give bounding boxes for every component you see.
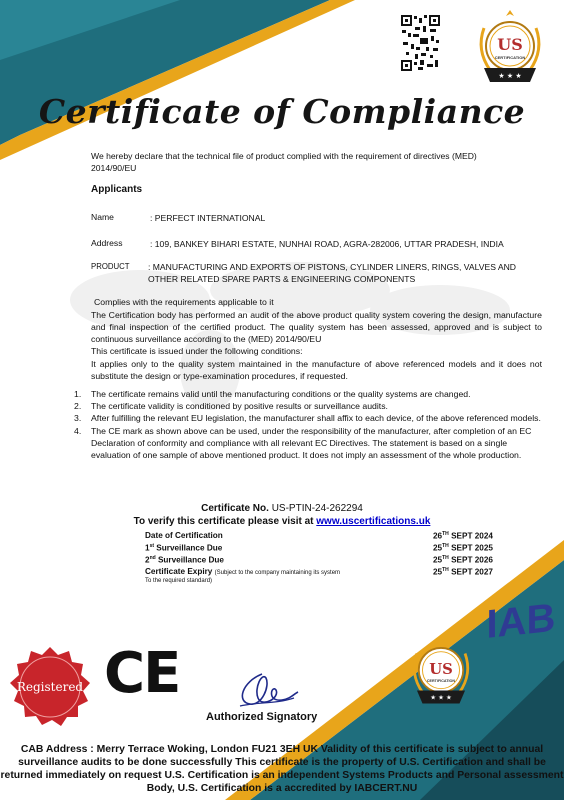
verify-link[interactable]: www.uscertifications.uk <box>316 516 431 527</box>
iab-logo-text: IAB <box>486 595 556 647</box>
applicants-heading: Applicants <box>91 184 143 195</box>
verify-text: To verify this certificate please visit at <box>133 516 314 527</box>
intro-declaration: We hereby declare that the technical file of product complied with the requirement of directives (MED) 2014/90/EU <box>91 151 477 173</box>
name-label: Name <box>91 212 114 222</box>
seal-us-text: US <box>497 35 523 54</box>
iab-logo <box>486 588 556 648</box>
name-value: : PERFECT INTERNATIONAL <box>150 213 266 223</box>
certificate-expiry-label: Certificate Expiry (Subject to the company maintaining its system <box>145 567 341 576</box>
conditions-list <box>74 388 542 461</box>
product-value: : MANUFACTURING AND EXPORTS OF PISTONS, CYLINDER LINERS, RINGS, VALVES AND OTHER RELATED SPARE PARTS & ENGINEERING COMPONENTS <box>148 262 517 284</box>
list-item-text: The CE mark as shown above can be used, under the responsibility of the manufacturer, after completion of an EC Declaration of conformity and compliance with all relevant EC Directives. The statement is based on a single evaluation of one sample of above mentioned product. It does not imply an assessment of the whole production. <box>91 425 532 461</box>
list-item-text: The certificate validity is conditioned by positive results or surveillance audits. <box>91 401 388 412</box>
qr-code <box>400 14 441 72</box>
list-item-text: The certificate remains valid until the manufacturing conditions or the quality systems are changed. <box>91 389 471 399</box>
certificate-title: Certificate of Compliance <box>38 92 526 131</box>
ce-mark: CE <box>104 641 180 706</box>
seal-stars: ★ ★ ★ <box>430 693 452 702</box>
date-of-certification-label: Date of Certification <box>145 531 223 540</box>
conditions-heading: This certificate is issued under the following conditions: <box>91 346 303 356</box>
registered-stamp-text: Registered <box>16 680 84 694</box>
seal-us-text: US <box>429 660 453 678</box>
second-surveillance-label: 2nd Surveillance Due <box>145 555 224 565</box>
certificate-number-value: US-PTIN-24-262294 <box>271 503 363 514</box>
verify-line <box>0 516 564 527</box>
audit-paragraph: The Certification body has performed an audit of the above product quality system covering the design, manufacture and final inspection of the certified product. The quality system has been assessed, approved and is subject to continuous surveillance according to the (MED) 2014/90/EU <box>91 310 542 345</box>
complies-heading: Complies with the requirements applicable to it <box>94 297 274 307</box>
seal-certification-text: CERTIFICATION <box>426 679 456 684</box>
list-item <box>74 425 542 462</box>
list-item-number: 3. <box>74 413 82 424</box>
authorized-signatory: Authorized Signatory <box>206 711 318 723</box>
registered-stamp <box>8 645 92 729</box>
conditions-intro: It applies only to the quality system maintained in the manufacture of above referenced models and it does not substitute the design or type-examination procedures, if requested. <box>91 359 542 382</box>
list-item-number: 4. <box>74 425 82 436</box>
first-surveillance-label: 1st Surveillance Due <box>145 543 223 553</box>
list-item <box>74 400 542 412</box>
certificate-expiry-note: To the required standard) <box>145 578 213 584</box>
list-item-number: 2. <box>74 401 82 412</box>
address-label: Address <box>91 238 123 248</box>
list-item <box>74 412 542 424</box>
cab-address-footer: CAB Address : Merry Terrace Woking, London FU21 3EH UK Validity of this certificate is subject to annual surveillance audits to be done successfully This certificate is the property of U.S. Certification and shall be returned immediately on request U.S. Certification is an independent Systems Products and Personal assessment Body, U.S. Certification is a accredited by IABCERT.NU <box>0 744 564 794</box>
second-surveillance-value: 25TH SEPT 2026 <box>433 555 493 565</box>
seal-stars: ★ ★ ★ <box>498 72 522 80</box>
certificate-number <box>0 503 564 514</box>
address-value: : 109, BANKEY BIHARI ESTATE, NUNHAI ROAD, AGRA-282006, UTTAR PRADESH, INDIA <box>150 239 504 249</box>
certificate-expiry-value: 25TH SEPT 2027 <box>433 567 493 577</box>
list-item-number: 1. <box>74 389 82 399</box>
first-surveillance-value: 25TH SEPT 2025 <box>433 543 493 553</box>
certificate-number-label: Certificate No. <box>201 503 269 514</box>
list-item <box>74 388 542 400</box>
us-certification-seal-top <box>470 6 550 90</box>
seal-certification-text: CERTIFICATION <box>494 55 526 60</box>
signature-image <box>232 668 302 712</box>
us-certification-seal-bottom <box>404 632 478 712</box>
date-of-certification-value: 26TH SEPT 2024 <box>433 531 493 541</box>
list-item-text: After fulfilling the relevant EU legislation, the manufacturer shall affix to each device, of the above referenced models. <box>91 413 541 424</box>
product-label: PRODUCT <box>91 262 130 271</box>
